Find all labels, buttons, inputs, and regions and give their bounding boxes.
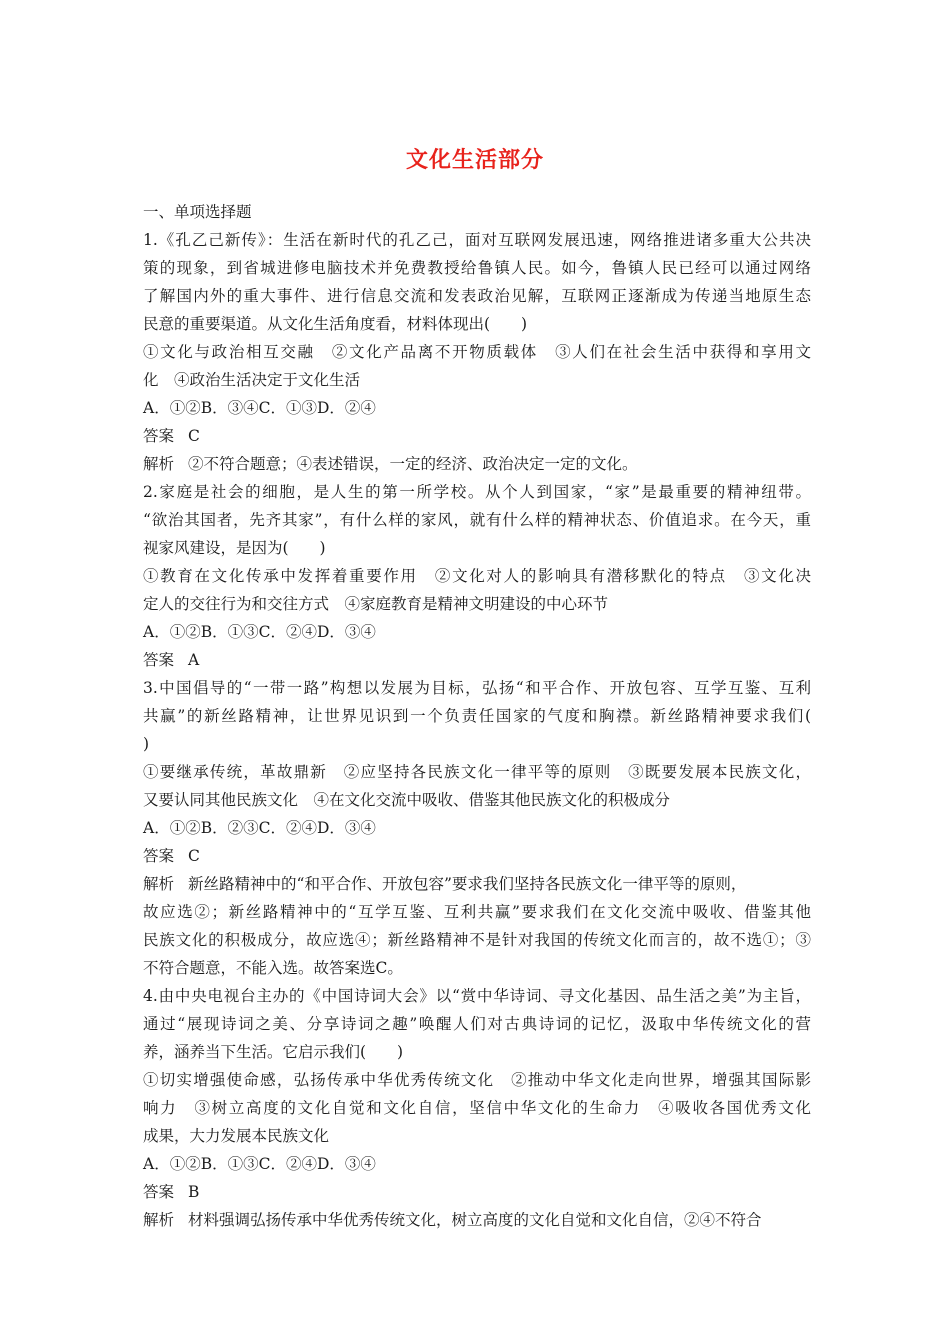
page-title: 文化生活部分	[405, 148, 544, 173]
question-stem-line: 共赢”的新丝路精神，让世界见识到一个负责任国家的气度和胸襟。新丝路精神要求我们(	[143, 707, 811, 725]
question-stem-line: 4.由中央电视台主办的《中国诗词大会》以“赏中华诗词、寻文化基因、品生活之美”为主旨，	[143, 987, 811, 1005]
analysis-label: 解析	[143, 1211, 175, 1229]
answer-label: 答案	[143, 847, 175, 865]
question-stem-line: 1.《孔乙己新传》：生活在新时代的孔乙己，面对互联网发展迅速，网络推进诸多重大公共决	[143, 231, 811, 249]
question-option-line: 成果，大力发展本民族文化	[143, 1127, 330, 1145]
analysis-label: 解析	[143, 455, 175, 473]
question-stem-line: 2.家庭是社会的细胞，是人生的第一所学校。从个人到国家，“家”是最重要的精神纽带。	[143, 483, 811, 501]
answer-line	[143, 842, 811, 870]
analysis-line	[143, 450, 811, 478]
question-stem-line: 视家风建设，是因为( )	[143, 539, 326, 557]
question-option-line: ①要继承传统，革故鼎新 ②应坚持各民族文化一律平等的原则 ③既要发展本民族文化，	[143, 763, 811, 781]
analysis-line	[143, 1206, 811, 1234]
question-3	[143, 674, 811, 982]
question-option-line: 响力 ③树立高度的文化自觉和文化自信，坚信中华文化的生命力 ④吸收各国优秀文化	[143, 1099, 811, 1117]
document-body	[143, 198, 811, 1234]
question-4	[143, 982, 811, 1234]
question-stem-line: 策的现象，到省城进修电脑技术并免费教授给鲁镇人民。如今，鲁镇人民已经可以通过网络	[143, 259, 811, 277]
question-choices: A．①②B．③④C．①③D．②④	[143, 399, 376, 417]
answer-value: A	[188, 651, 200, 669]
question-choices: A．①②B．②③C．②④D．③④	[143, 819, 376, 837]
answer-value: C	[188, 847, 200, 865]
answer-line	[143, 422, 811, 450]
question-stem-line: 3.中国倡导的“一带一路”构想以发展为目标，弘扬“和平合作、开放包容、互学互鉴、互利	[143, 679, 811, 697]
analysis-text: 不符合题意，不能入选。故答案选C。	[143, 959, 403, 977]
question-option-line: ①文化与政治相互交融 ②文化产品离不开物质载体 ③人们在社会生活中获得和享用文	[143, 343, 811, 361]
question-choices: A．①②B．①③C．②④D．③④	[143, 623, 376, 641]
question-stem-line: 通过“展现诗词之美、分享诗词之趣”唤醒人们对古典诗词的记忆，汲取中华传统文化的营	[143, 1015, 811, 1033]
question-choices: A．①②B．①③C．②④D．③④	[143, 1155, 376, 1173]
answer-value: C	[188, 427, 200, 445]
analysis-text: 民族文化的积极成分，故应选④；新丝路精神不是针对我国的传统文化而言的，故不选①；③	[143, 931, 811, 949]
answer-label: 答案	[143, 651, 175, 669]
analysis-text: 故应选②；新丝路精神中的“互学互鉴、互利共赢”要求我们在文化交流中吸收、借鉴其他	[143, 903, 811, 921]
analysis-text: 新丝路精神中的“和平合作、开放包容”要求我们坚持各民族文化一律平等的原则，	[188, 875, 747, 893]
analysis-text: ②不符合题意；④表述错误，一定的经济、政治决定一定的文化。	[188, 455, 638, 473]
question-stem-line: 养，涵养当下生活。它启示我们( )	[143, 1043, 404, 1061]
analysis-line	[143, 870, 811, 898]
answer-value: B	[188, 1183, 200, 1201]
question-stem-line: 民意的重要渠道。从文化生活角度看，材料体现出( )	[143, 315, 528, 333]
question-option-line: 又要认同其他民族文化 ④在文化交流中吸收、借鉴其他民族文化的积极成分	[143, 791, 671, 809]
question-stem-line: )	[143, 735, 150, 753]
question-option-line: 定人的交往行为和交往方式 ④家庭教育是精神文明建设的中心环节	[143, 595, 609, 613]
question-option-line: ①切实增强使命感，弘扬传承中华优秀传统文化 ②推动中华文化走向世界，增强其国际影	[143, 1071, 811, 1089]
question-option-line: 化 ④政治生活决定于文化生活	[143, 371, 361, 389]
question-stem-line: 了解国内外的重大事件、进行信息交流和发表政治见解，互联网正逐渐成为传递当地原生态	[143, 287, 811, 305]
answer-line	[143, 646, 811, 674]
section-heading: 一、单项选择题	[143, 203, 252, 221]
question-stem-line: “欲治其国者，先齐其家”，有什么样的家风，就有什么样的精神状态、价值追求。在今天，重	[143, 511, 811, 529]
question-1	[143, 226, 811, 478]
analysis-label: 解析	[143, 875, 175, 893]
question-option-line: ①教育在文化传承中发挥着重要作用 ②文化对人的影响具有潜移默化的特点 ③文化决	[143, 567, 811, 585]
answer-label: 答案	[143, 427, 175, 445]
analysis-text: 材料强调弘扬传承中华优秀传统文化，树立高度的文化自觉和文化自信，②④不符合	[188, 1211, 762, 1229]
question-2	[143, 478, 811, 674]
answer-label: 答案	[143, 1183, 175, 1201]
answer-line	[143, 1178, 811, 1206]
